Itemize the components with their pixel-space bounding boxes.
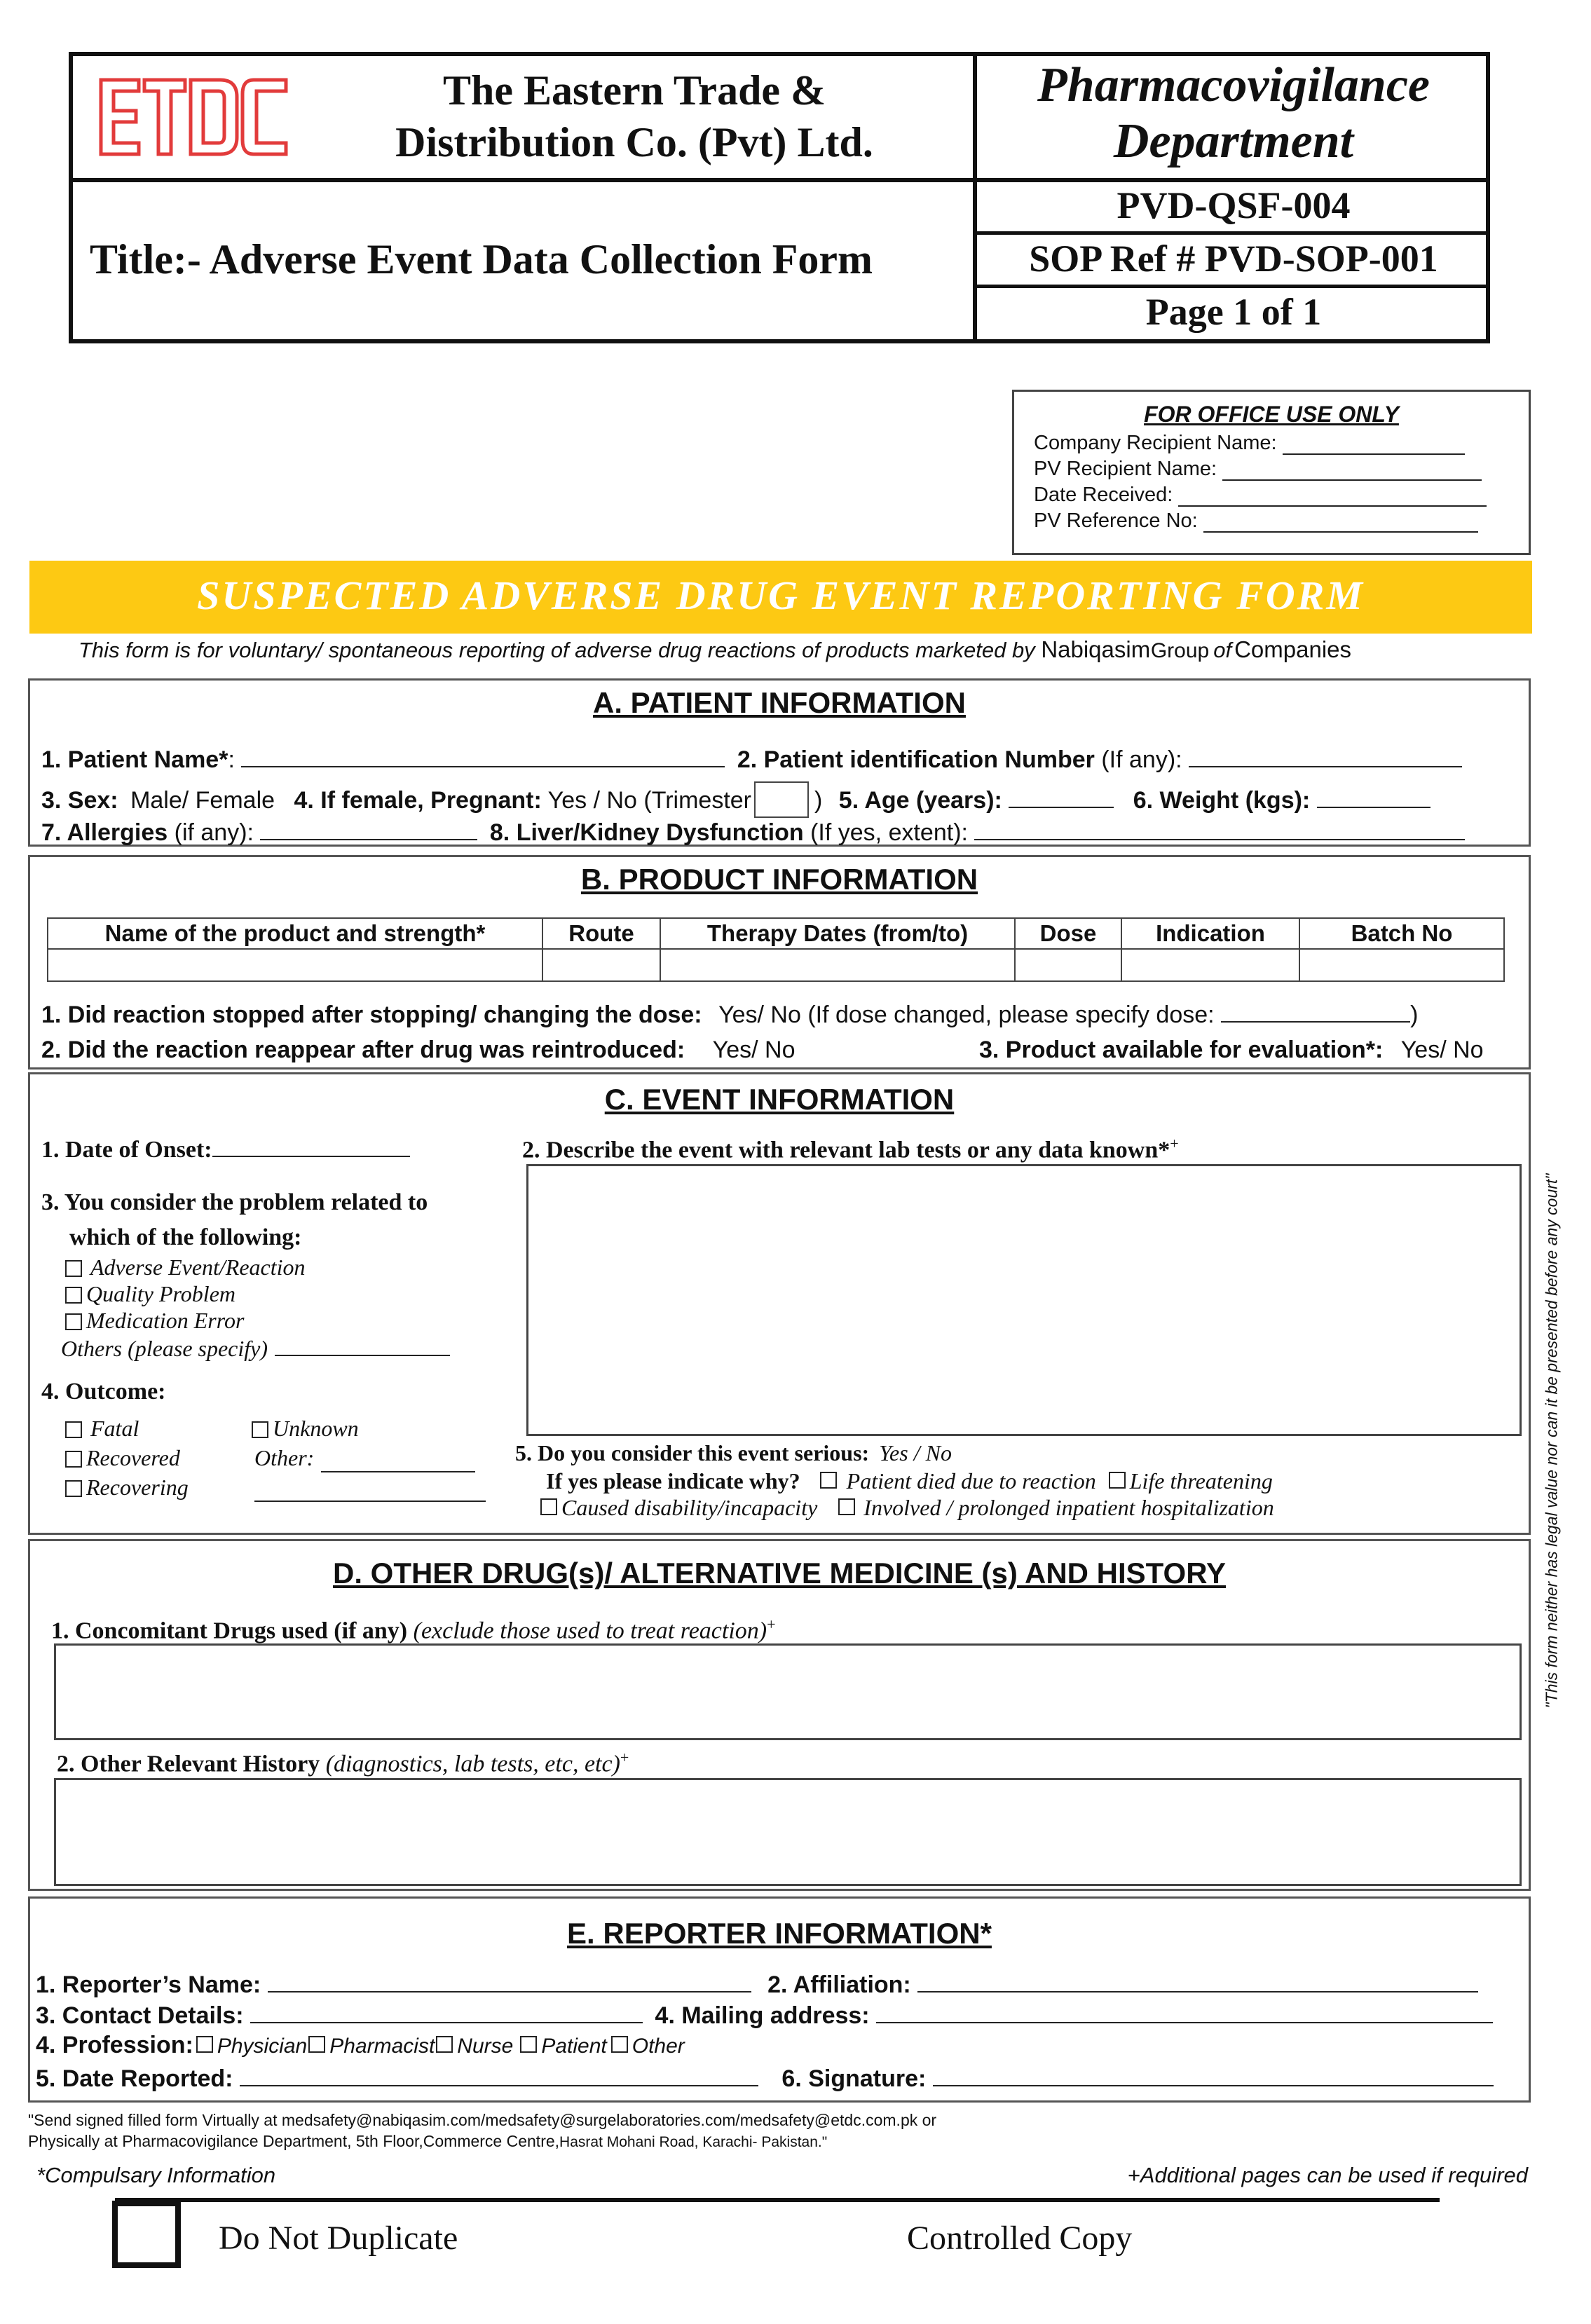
related-options: [65, 1254, 306, 1334]
pharmacist-checkbox[interactable]: [308, 2036, 325, 2053]
weight-input[interactable]: [1317, 786, 1430, 808]
signature-label: 6. Signature:: [781, 2065, 927, 2092]
date-reported-label: 5. Date Reported:: [36, 2065, 233, 2092]
weight-label: 6. Weight (kgs):: [1133, 787, 1311, 814]
outcome-other-label: Other:: [254, 1445, 315, 1470]
event-description-box[interactable]: [526, 1164, 1522, 1436]
allergies-note: (if any):: [174, 819, 254, 846]
other-checkbox[interactable]: [611, 2036, 628, 2053]
history-note: (diagnostics, lab tests, etc, etc): [325, 1751, 620, 1777]
physician-checkbox[interactable]: [196, 2036, 213, 2053]
nurse-label: Nurse: [457, 2035, 514, 2058]
product-available-row: [979, 1037, 1484, 1064]
onset-input[interactable]: [212, 1135, 410, 1157]
liver-note: (If yes, extent):: [810, 819, 968, 846]
product-available-label: 3. Product available for evaluation*:: [979, 1037, 1384, 1063]
reporter-name-label: 1. Reporter’s Name:: [36, 1971, 261, 1998]
route-cell[interactable]: [542, 949, 660, 981]
liver-input[interactable]: [974, 818, 1465, 840]
footer-rule: [115, 2198, 1440, 2202]
department-line2: Department: [1113, 114, 1354, 168]
patient-name-label: 1. Patient Name*: [41, 746, 228, 773]
section-d-other-drugs: [28, 1539, 1531, 1891]
product-table-row: [48, 949, 1504, 981]
mailing-label: 4. Mailing address:: [655, 2002, 870, 2029]
medication-error-checkbox[interactable]: [65, 1313, 82, 1330]
allergies-row: [41, 818, 1465, 847]
company-name-line1: The Eastern Trade &: [442, 67, 826, 114]
send-line2a: Physically at Pharmacovigilance Department, 5th Floor,Commerce Centre,: [28, 2132, 560, 2150]
affiliation-label: 2. Affiliation:: [767, 1971, 911, 1998]
related-label-line2: which of the following:: [69, 1224, 302, 1250]
allergies-input[interactable]: [260, 818, 477, 840]
affiliation-input[interactable]: [917, 1970, 1478, 1993]
history-row: [57, 1749, 629, 1777]
concomitant-row: [51, 1615, 776, 1644]
therapy-dates-cell[interactable]: [660, 949, 1015, 981]
medication-error-label: Medication Error: [86, 1308, 245, 1333]
died-label: Patient died due to reaction: [846, 1468, 1096, 1493]
age-label: 5. Age (years):: [838, 787, 1002, 814]
office-use-box: [1012, 390, 1531, 555]
reporter-name-row: [36, 1970, 1478, 1999]
contact-row: [36, 2001, 1493, 2030]
onset-label: 1. Date of Onset:: [41, 1137, 212, 1163]
pv-reference-field[interactable]: [1034, 510, 1529, 533]
fatal-checkbox[interactable]: [65, 1421, 82, 1438]
col-route: Route: [542, 918, 660, 949]
date-reported-row: [36, 2064, 1494, 2093]
banner-subtitle-part1: This form is for voluntary/ spontaneous reporting of adverse drug reactions of products marketed by: [78, 638, 1035, 662]
history-box[interactable]: [54, 1778, 1522, 1886]
history-label: 2. Other Relevant History: [57, 1751, 320, 1777]
pv-reference-label: PV Reference No:: [1034, 510, 1198, 532]
banner-subtitle-part3: Group: [1150, 639, 1210, 662]
outcome-label: 4. Outcome:: [41, 1379, 166, 1404]
dose-cell[interactable]: [1015, 949, 1121, 981]
product-available-options[interactable]: Yes/ No: [1400, 1037, 1484, 1063]
trimester-input[interactable]: [754, 781, 809, 818]
recovering-checkbox[interactable]: [65, 1480, 82, 1497]
department-line1: Pharmacovigilance: [1037, 58, 1430, 112]
product-name-cell[interactable]: [48, 949, 542, 981]
outcome-recovered[interactable]: [65, 1443, 189, 1472]
section-b-title: B. PRODUCT INFORMATION: [580, 863, 978, 896]
recovered-label: Recovered: [86, 1445, 180, 1470]
physician-label: Physician: [217, 2035, 308, 2058]
related-option-quality[interactable]: [65, 1280, 306, 1307]
patient-name-row: [41, 745, 1462, 774]
unknown-label: Unknown: [273, 1416, 359, 1441]
page-number: Page 1 of 1: [1145, 291, 1322, 333]
section-d-title: D. OTHER DRUG(s)/ ALTERNATIVE MEDICINE (s) AND HISTORY: [332, 1557, 1227, 1590]
pregnant-label: 4. If female, Pregnant:: [294, 787, 542, 814]
patient-name-input[interactable]: [241, 745, 725, 767]
send-line1: "Send signed filled form Virtually at medsafety@nabiqasim.com/medsafety@surgelaboratories.com/medsafety@etdc.com.pk or: [28, 2111, 937, 2129]
disability-label: Caused disability/incapacity: [561, 1495, 818, 1520]
outcome-unknown[interactable]: [252, 1414, 486, 1443]
outcome-left-options: [65, 1414, 189, 1502]
patient-id-label: 2. Patient identification Number: [737, 746, 1095, 773]
banner-subtitle-part2: Nabiqasim: [1041, 636, 1151, 662]
send-instructions: [28, 2110, 1149, 2153]
adverse-option-label: Adverse Event/Reaction: [90, 1255, 306, 1280]
serious-why-row: [546, 1468, 1273, 1494]
contact-label: 3. Contact Details:: [36, 2002, 244, 2029]
pv-recipient-field[interactable]: [1034, 458, 1529, 481]
related-label-line1: 3. You consider the problem related to: [41, 1189, 428, 1215]
recovering-label: Recovering: [86, 1475, 189, 1500]
died-checkbox[interactable]: [820, 1472, 837, 1489]
outcome-other-line2[interactable]: [254, 1472, 486, 1502]
serious-options[interactable]: Yes / No: [879, 1440, 952, 1465]
col-product-name: Name of the product and strength*: [48, 918, 542, 949]
company-name-line2: Distribution Co. (Pvt) Ltd.: [395, 119, 873, 165]
banner-subtitle: [78, 636, 1550, 663]
outcome-other-input[interactable]: [321, 1453, 475, 1472]
product-table: [47, 917, 1505, 982]
allergies-label: 7. Allergies: [41, 819, 168, 846]
others-input[interactable]: [275, 1334, 450, 1356]
others-label: Others (please specify): [61, 1336, 268, 1361]
rechallenge-row: [41, 1037, 796, 1064]
history-sup: +: [620, 1749, 629, 1766]
outcome-right-options: [252, 1414, 486, 1502]
serious-why-label: If yes please indicate why?: [546, 1468, 800, 1493]
banner-title: SUSPECTED ADVERSE DRUG EVENT REPORTING FORM: [197, 573, 1365, 618]
concomitant-label: 1. Concomitant Drugs used (if any): [51, 1618, 408, 1644]
indication-cell[interactable]: [1121, 949, 1299, 981]
banner-subtitle-part4: of: [1213, 638, 1232, 662]
quality-option-label: Quality Problem: [86, 1281, 235, 1306]
patient-id-input[interactable]: [1189, 745, 1462, 767]
describe-sup: +: [1170, 1135, 1179, 1152]
reporter-name-input[interactable]: [268, 1970, 751, 1993]
compulsory-note: *Compulsary Information: [36, 2163, 276, 2187]
sex-row: [41, 781, 1430, 818]
section-b-product-information: [28, 855, 1531, 1069]
rechallenge-options[interactable]: Yes/ No: [712, 1037, 796, 1063]
dechallenge-label: 1. Did reaction stopped after stopping/ changing the dose:: [41, 1002, 702, 1028]
legal-side-note: "This form neither has legal value nor can it be presented before any court": [1542, 1173, 1561, 1709]
serious-row: [515, 1440, 952, 1466]
company-logo: [95, 73, 292, 163]
rechallenge-label: 2. Did the reaction reappear after drug was reintroduced:: [41, 1037, 685, 1063]
controlled-copy: Controlled Copy: [907, 2220, 1133, 2257]
date-reported-input[interactable]: [240, 2064, 758, 2086]
header-divider-sop: [973, 285, 1490, 288]
mailing-input[interactable]: [876, 2001, 1493, 2023]
patient-checkbox[interactable]: [520, 2036, 537, 2053]
concomitant-note: (exclude those used to treat reaction): [413, 1618, 767, 1644]
section-e-title: E. REPORTER INFORMATION*: [567, 1917, 992, 1950]
outcome-other[interactable]: [254, 1443, 486, 1472]
outcome-fatal[interactable]: [65, 1414, 189, 1443]
patient-name-colon: :: [228, 746, 235, 773]
adverse-checkbox[interactable]: [65, 1260, 82, 1277]
dechallenge-close: ): [1410, 1002, 1419, 1028]
serious-label: 5. Do you consider this event serious:: [515, 1440, 870, 1465]
dechallenge-dose-input[interactable]: [1221, 1000, 1410, 1023]
outcome-recovering[interactable]: [65, 1472, 189, 1502]
company-name: [308, 64, 960, 168]
nurse-checkbox[interactable]: [436, 2036, 453, 2053]
disability-checkbox[interactable]: [540, 1498, 557, 1515]
liver-label: 8. Liver/Kidney Dysfunction: [489, 819, 804, 846]
department-name: [977, 57, 1490, 170]
section-a-patient-information: [28, 678, 1531, 847]
col-therapy-dates: Therapy Dates (from/to): [660, 918, 1015, 949]
related-option-medication[interactable]: [65, 1307, 306, 1334]
contact-input[interactable]: [250, 2001, 643, 2023]
unknown-checkbox[interactable]: [252, 1421, 268, 1438]
section-c-event-information: [28, 1072, 1531, 1535]
describe-label: 2. Describe the event with relevant lab tests or any data known*: [522, 1137, 1170, 1163]
fatal-label: Fatal: [90, 1416, 139, 1441]
serious-reasons-row2: [540, 1495, 1274, 1521]
life-threatening-label: Life threatening: [1129, 1468, 1273, 1493]
describe-row: [522, 1135, 1179, 1163]
hospitalization-checkbox[interactable]: [838, 1498, 855, 1515]
sex-label: 3. Sex:: [41, 787, 118, 814]
send-line2: [28, 2131, 1149, 2153]
sop-ref: SOP Ref # PVD-SOP-001: [1029, 238, 1438, 280]
concomitant-sup: +: [767, 1615, 776, 1633]
batch-no-cell[interactable]: [1299, 949, 1504, 981]
sex-options[interactable]: Male/ Female: [130, 787, 275, 814]
patient-label: Patient: [541, 2035, 607, 2058]
hospitalization-label: Involved / prolonged inpatient hospitalization: [863, 1495, 1274, 1520]
section-c-title: C. EVENT INFORMATION: [604, 1083, 955, 1116]
header-divider-code: [973, 231, 1490, 235]
pv-recipient-label: PV Recipient Name:: [1034, 458, 1217, 480]
outcome-other-input-2[interactable]: [254, 1482, 486, 1502]
dechallenge-options[interactable]: Yes/ No (If dose changed, please specify dose:: [718, 1002, 1215, 1028]
other-label: Other: [631, 2035, 685, 2058]
profession-label: 4. Profession:: [36, 2032, 193, 2058]
patient-id-note: (If any):: [1101, 746, 1182, 773]
age-input[interactable]: [1009, 786, 1114, 808]
section-a-title: A. PATIENT INFORMATION: [593, 686, 966, 719]
pharmacist-label: Pharmacist: [329, 2035, 435, 2058]
product-table-header: [48, 918, 1504, 949]
quality-checkbox[interactable]: [65, 1287, 82, 1304]
header-divider-horizontal: [69, 178, 1490, 182]
col-dose: Dose: [1015, 918, 1121, 949]
office-use-title: FOR OFFICE USE ONLY: [1144, 402, 1399, 427]
onset-row: [41, 1135, 410, 1163]
footer-checkbox[interactable]: [112, 2201, 181, 2268]
do-not-duplicate: Do Not Duplicate: [219, 2220, 458, 2257]
others-row: [61, 1334, 450, 1362]
related-option-adverse[interactable]: [65, 1254, 306, 1280]
concomitant-box[interactable]: [54, 1643, 1522, 1740]
profession-row: [36, 2032, 685, 2059]
banner-subtitle-part5: Companies: [1234, 636, 1352, 662]
dechallenge-row: [41, 1000, 1418, 1029]
date-received-label: Date Received:: [1034, 484, 1173, 506]
form-title: Title:- Adverse Event Data Collection Form: [90, 236, 873, 282]
signature-input[interactable]: [933, 2064, 1494, 2086]
company-recipient-label: Company Recipient Name:: [1034, 432, 1277, 454]
col-batch-no: Batch No: [1299, 918, 1504, 949]
trimester-close: ): [814, 787, 823, 814]
pregnant-options[interactable]: Yes / No (Trimester: [547, 787, 751, 814]
send-line2b: Hasrat Mohani Road, Karachi- Pakistan.": [559, 2134, 828, 2150]
related-label: [41, 1185, 428, 1255]
recovered-checkbox[interactable]: [65, 1451, 82, 1468]
additional-note: +Additional pages can be used if required: [1127, 2163, 1528, 2187]
company-recipient-field[interactable]: [1034, 432, 1529, 455]
doc-code: PVD-QSF-004: [1117, 184, 1351, 226]
col-indication: Indication: [1121, 918, 1299, 949]
section-e-reporter-information: [28, 1896, 1531, 2103]
life-threatening-checkbox[interactable]: [1109, 1472, 1126, 1489]
date-received-field[interactable]: [1034, 484, 1529, 507]
